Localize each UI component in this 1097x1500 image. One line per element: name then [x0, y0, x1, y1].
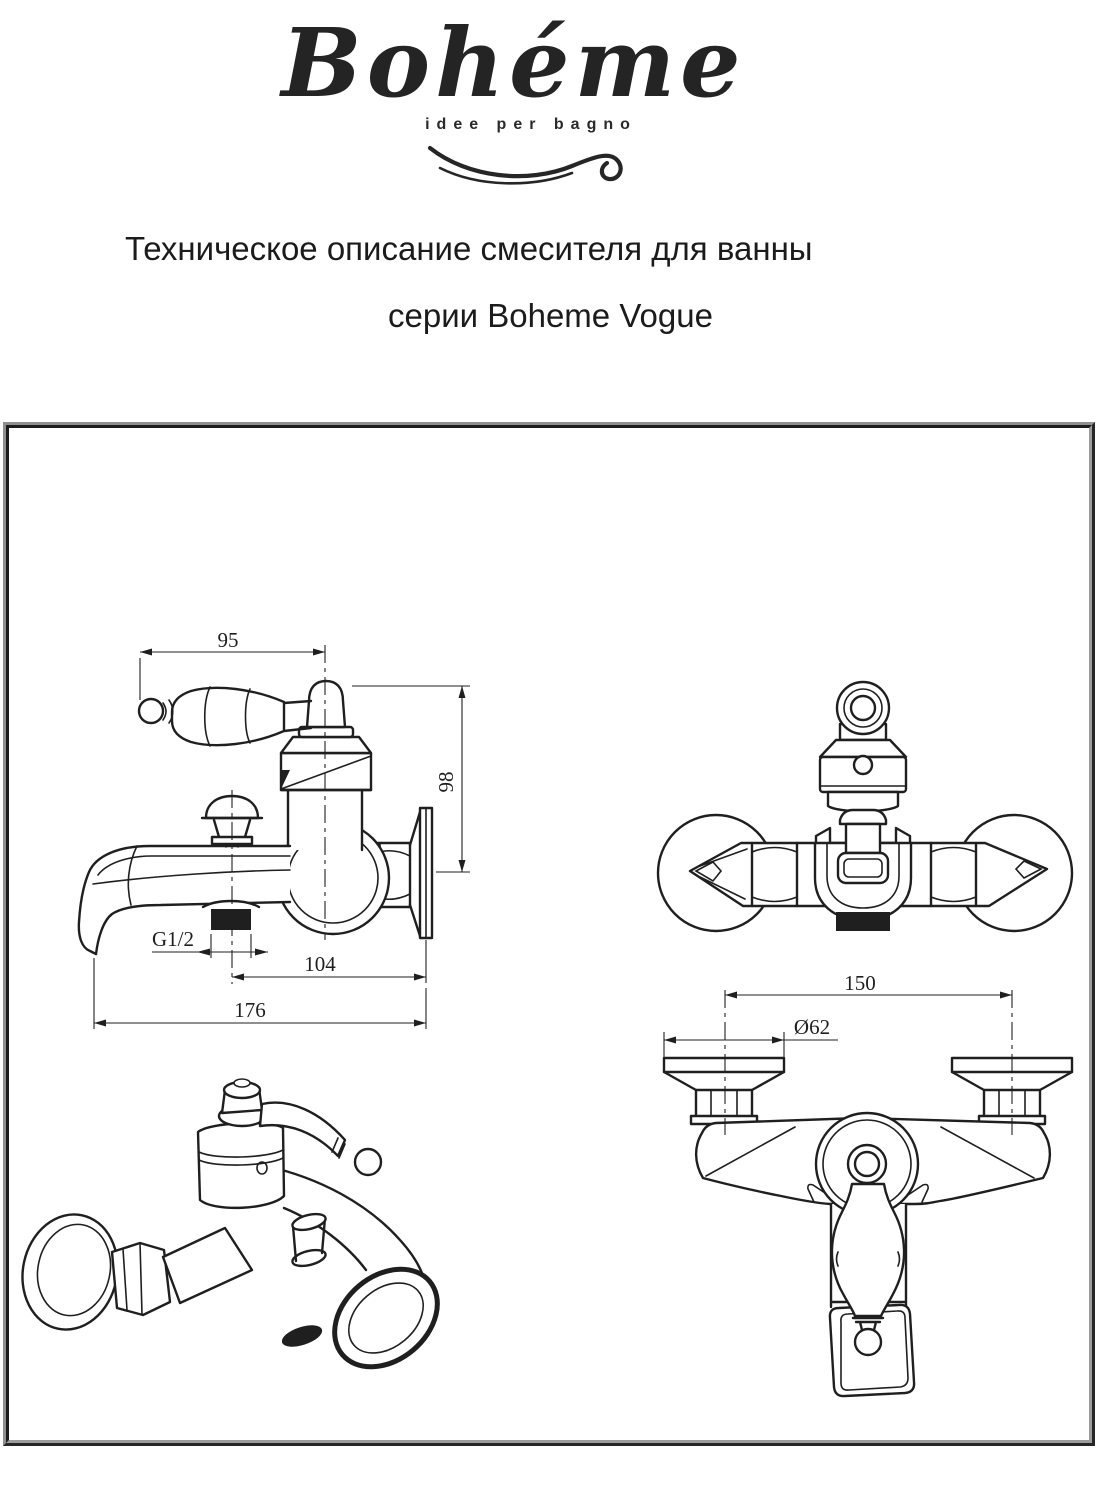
isometric-view-drawing: [12, 1079, 457, 1387]
dim-98-label: 98: [434, 771, 458, 793]
brand-logo: Bohéme: [281, 8, 746, 119]
dim-176-label: 176: [234, 998, 266, 1022]
heading-line-1: Техническое описание смесителя для ванны: [125, 230, 813, 267]
dim-104-label: 104: [304, 952, 336, 976]
top-view-drawing: [658, 682, 1072, 931]
dim-diameter-label: Ø62: [793, 1015, 831, 1039]
front-view-drawing: [664, 971, 1072, 1396]
side-view-drawing: [79, 628, 470, 1029]
heading-line-2: серии Boheme Vogue: [388, 297, 713, 334]
dim-thread-label: G1/2: [152, 927, 194, 951]
dim-95-label: 95: [217, 628, 239, 652]
brand-tagline: idee per bagno: [425, 116, 637, 133]
dim-150-label: 150: [844, 971, 876, 995]
